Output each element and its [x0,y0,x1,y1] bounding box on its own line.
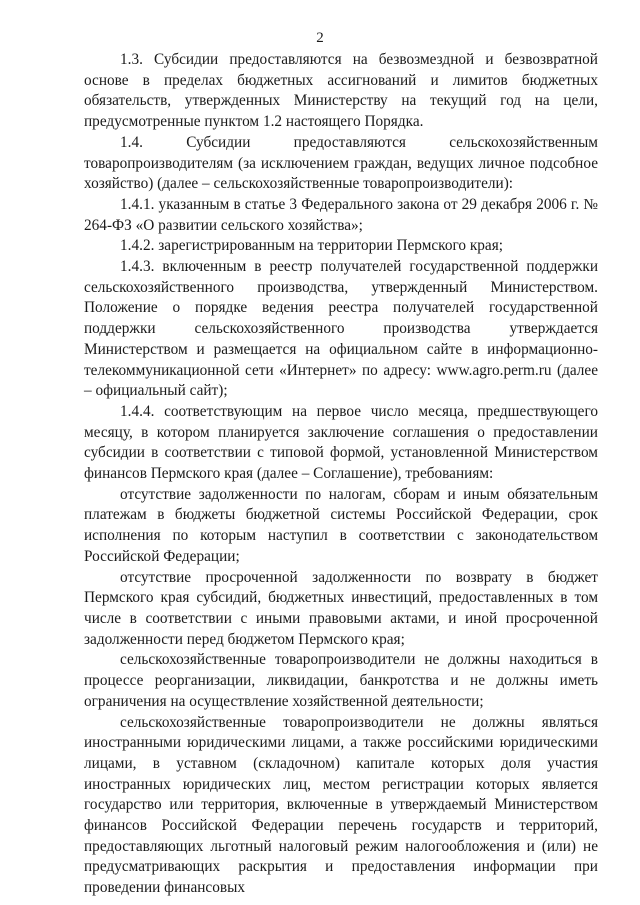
paragraph-1-4-4: 1.4.4. соответствующим на первое число месяца, предшествующего месяцу, в котором планируется заключение соглашения о предоставлении субсидии в соответствии с типовой формой, установленной Министерством финансов Пермского края (далее – Соглашение), требованиям: [84,402,598,483]
paragraph-1-3: 1.3. Субсидии предоставляются на безвозмездной и безвозвратной основе в пределах бюджетных ассигнований и лимитов бюджетных обязательств, утвержденных Министерству на текущий год на цели, предусмотренные пунктом 1.2 настоящего Порядка. [84,51,598,131]
requirement-no-tax-debt: отсутствие задолженности по налогам, сборам и иным обязательным платежам в бюджеты бюджетной системы Российской Федерации, срок исполнения по которым наступил в соответствии с законодательством Российской Федерации; [84,485,598,565]
paragraph-1-4-3: 1.4.3. включенным в реестр получателей государственной поддержки сельскохозяйственного производства, утвержденный Министерством. Положение о порядке ведения реестра получателей государственной поддержки сельскохозяйственного производства утверждается Министерством и размещается на официальном сайте в информационно-телекоммуникационной сети «Интернет» по адресу: www.agro.perm.ru (далее – официальный сайт); [84,258,598,400]
requirement-not-foreign-entity: сельскохозяйственные товаропроизводители не должны являться иностранными юридическими лицами, а также российскими юридическими лицами, в уставном (складочном) капитале которых доля участия иностранных юридических лиц, местом регистрации которых является государство или территория, включенные в утверждаемый Министерством финансов Российской Федерации перечень государств и территорий, предоставляющих льготный налоговый режим налогообложения и (или) не предусматривающих раскрытия и предоставления информации при проведении финансовых [84,713,598,897]
document-body [84,50,598,899]
paragraph-1-4-2: 1.4.2. зарегистрированным на территории Пермского края; [120,237,504,255]
requirement-no-reorganization: сельскохозяйственные товаропроизводители не должны находиться в процессе реорганизации, ликвидации, банкротства и не должны иметь ограничения на осуществление хозяйственной деятельности; [84,651,598,710]
paragraph-1-4: 1.4. Субсидии предоставляются сельскохозяйственным товаропроизводителям (за исключением граждан, ведущих личное подсобное хозяйство) (далее – сельскохозяйственные товаропроизводители): [84,133,598,193]
page-number: 2 [316,30,324,46]
paragraph-1-4-1: 1.4.1. указанным в статье 3 Федерального закона от 29 декабря 2006 г. № 264-ФЗ «О развитии сельского хозяйства»; [84,195,598,234]
requirement-no-overdue-debt: отсутствие просроченной задолженности по возврату в бюджет Пермского края субсидий, бюджетных инвестиций, предоставленных в том числе в соответствии с иными правовыми актами, и иной просроченной задолженности перед бюджетом Пермского края; [84,568,598,648]
